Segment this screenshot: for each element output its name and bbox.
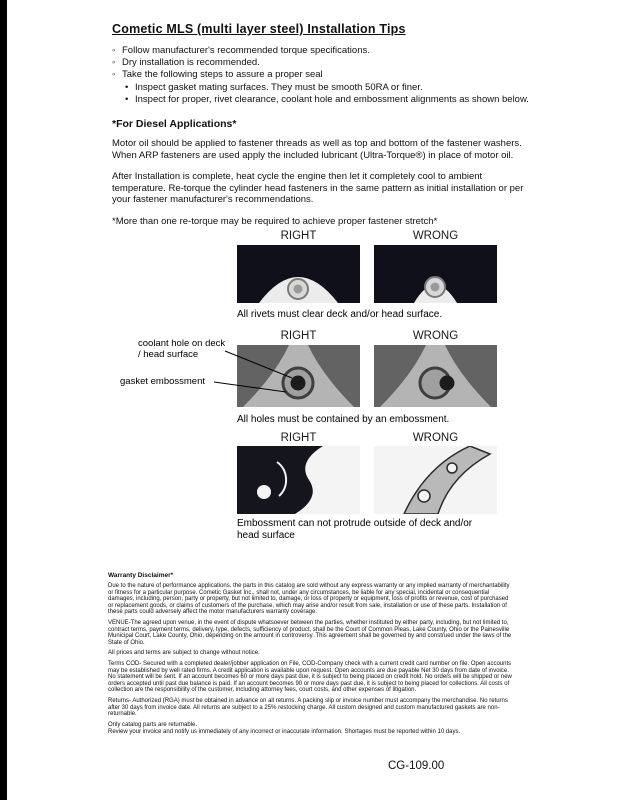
subtip-item: • Inspect gasket mating surfaces. They must be smooth 50RA or finer. <box>124 82 532 94</box>
diagram-section <box>0 228 618 563</box>
tip-item: ◦ Dry installation is recommended. <box>110 57 532 69</box>
right-label-row3: RIGHT <box>280 432 317 444</box>
caption-row2: All holes must be contained by an embossment. <box>237 414 450 425</box>
diagram-hole-right <box>237 345 360 407</box>
callout-coolant-hole: coolant hole on deck / head surface <box>138 338 226 360</box>
legal-paragraph: Only catalog parts are returnable. <box>108 721 198 728</box>
tip-item: ◦ Take the following steps to assure a proper seal <box>110 69 532 81</box>
diesel-applications-section <box>112 118 532 227</box>
caption-row3: Embossment can not protrude outside of deck and/or head surface <box>237 518 473 541</box>
hole-uncontained-diagram-icon <box>374 345 497 407</box>
legal-paragraph: Terms COD- Secured with a completed dealer/jobber application on File, COD-Company check with a current credit card number on file. Open accounts may be established by well rated firms. A credit application is available upon request. Open accounts are due payable Net 30 days from date of invoice. No statement will be sent. If an account becomes 60 or more days past due, it is subject to being placed on credit hold. No orders will be shipped or new orders accepted until past due balance is paid. If an account becomes 90 or more days past due, it is subject to being placed for collections. All costs of collection are the responsibility of the customer, including attorney fees, court costs, and other expenses of litigation. <box>108 660 512 694</box>
page-title: Cometic MLS (multi layer steel) Installation Tips <box>112 22 406 36</box>
rivet-clear-diagram-icon <box>237 245 360 303</box>
legal-disclaimer-section <box>108 572 512 740</box>
embossment-inside-diagram-icon <box>237 446 360 514</box>
diagram-rivet-right <box>237 245 360 303</box>
subtip-item: • Inspect for proper, rivet clearance, coolant hole and embossment alignments as shown below. <box>124 94 532 106</box>
wrong-label-row1: WRONG <box>412 230 459 242</box>
legal-paragraph: Due to the nature of performance applications, the parts in this catalog are sold without any express warranty or any implied warranty of merchantability or fitness for a particular purpose. Cometic Gasket Inc., shall not, under any circumstances, be liable for any special, incidental or consequential damages, including, person, party or property, but not limited to, damage, or loss of property or equipment, loss of profits or revenue, cost of purchased or replacement goods, or claims of customers of the purchase, which may arise and/or result from sale, installation or use of these parts. Installation of these parts could adversely affect the motor manufacturers warranty coverage. <box>108 583 510 616</box>
diagram-embossment-right <box>237 446 360 514</box>
hole-contained-diagram-icon <box>237 345 360 407</box>
diagram-hole-wrong <box>374 345 497 407</box>
right-label-row2: RIGHT <box>280 330 317 342</box>
main-text-column <box>108 22 532 237</box>
warranty-disclaimer-heading: Warranty Disclaimer* <box>108 572 174 579</box>
callout-gasket-embossment: gasket embossment <box>120 376 206 387</box>
catalog-page-code: CG-109.00 <box>388 760 445 772</box>
wrong-label-row2: WRONG <box>412 330 459 342</box>
embossment-protruding-diagram-icon <box>374 446 497 514</box>
diagram-embossment-wrong <box>374 446 497 514</box>
installation-subtips-list <box>124 82 532 106</box>
diesel-paragraph: Motor oil should be applied to fastener threads as well as top and bottom of the fastener washers. When ARP fasteners are used apply the included lubricant (Ultra-Torque®) in place of motor oil. <box>112 138 522 161</box>
legal-paragraph: VENUE-The agreed upon venue, in the event of dispute whatsoever between the parties, whether instituted by either party, including, but not limited to, contract terms, payment terms, delivery, type, defects, sufficiency of product, shall be the Court of Common Pleas, Lake County, Ohio or the Painesville Municipal Court, Lake County, Ohio, depending on the amount in controversy. This agreement shall be governed by and construed under the laws of the State of Ohio. <box>108 619 512 646</box>
legal-paragraph: All prices and terms are subject to change without notice. <box>108 650 260 657</box>
diesel-heading: *For Diesel Applications* <box>112 118 237 131</box>
rivet-overlap-diagram-icon <box>374 245 497 303</box>
tip-item: ◦ Follow manufacturer's recommended torque specifications. <box>110 45 532 57</box>
wrong-label-row3: WRONG <box>412 432 459 444</box>
right-label-row1: RIGHT <box>280 230 317 242</box>
caption-row1: All rivets must clear deck and/or head surface. <box>237 309 443 320</box>
diagram-rivet-wrong <box>374 245 497 303</box>
diesel-paragraph: *More than one re-torque may be required to achieve proper fastener stretch* <box>112 215 438 227</box>
diesel-paragraph: After Installation is complete, heat cycle the engine then let it completely cool to ambient temperature. Re-torque the cylinder head fasteners in the same pattern as initial installation or per your fastener manufacturer's recommendations. <box>112 171 524 206</box>
legal-paragraph: Returns- Authorized (RGA) must be obtained in advance on all returns. A packing slip or invoice number must accompany the merchandise. No returns after 30 days from invoice date. All returns are subject to a 25% restocking charge. All custom designed and custom manufactured gaskets are non-returnable. <box>108 697 508 718</box>
installation-tips-list <box>110 45 532 106</box>
legal-paragraph: Review your invoice and notify us immediately of any incorrect or inaccurate information. Shortages must be reported within 10 days. <box>108 729 461 736</box>
